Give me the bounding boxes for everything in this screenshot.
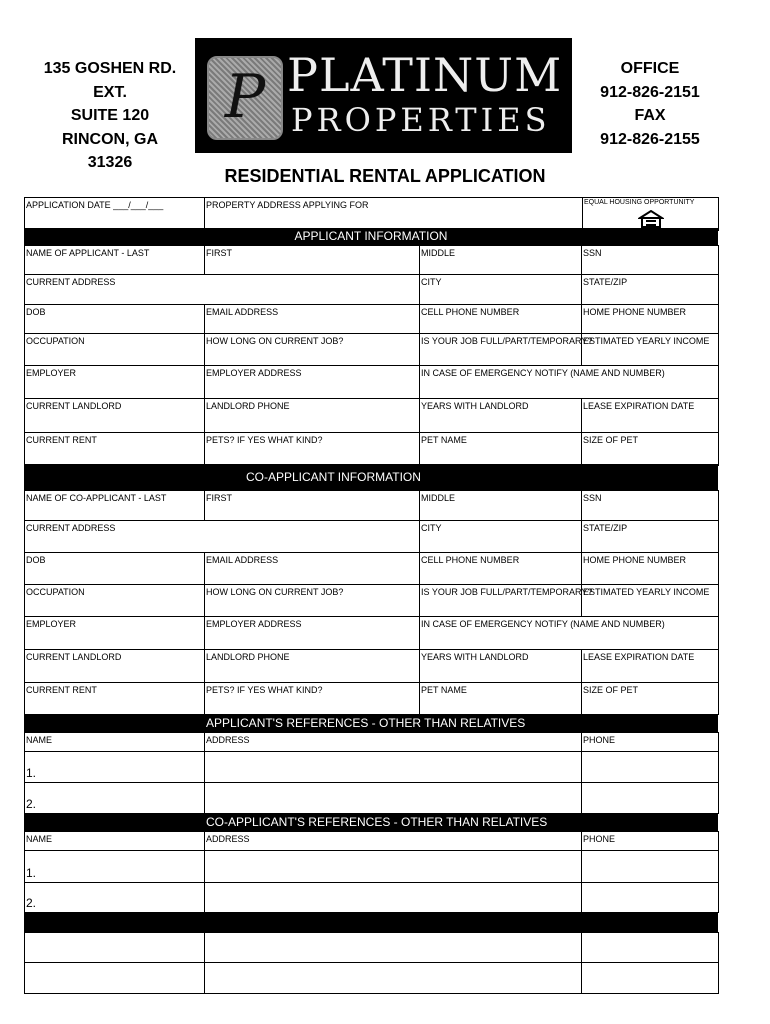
resident-2-detail-field[interactable]	[205, 963, 582, 994]
resident-2-name-field[interactable]	[25, 963, 205, 994]
co-applicant-info-table	[24, 490, 719, 715]
applicant-cell-phone-field[interactable]: CELL PHONE NUMBER	[420, 305, 582, 334]
table-row	[25, 752, 719, 783]
co-applicant-pets-field[interactable]: PETS? IF YES WHAT KIND?	[205, 683, 420, 715]
column-header-phone: PHONE	[582, 733, 719, 752]
company-address	[30, 57, 190, 175]
co-applicant-occupation-field[interactable]: OCCUPATION	[25, 585, 205, 617]
table-row	[25, 933, 719, 963]
form-title: RESIDENTIAL RENTAL APPLICATION	[224, 166, 546, 186]
table-row	[25, 832, 719, 851]
address-line: 31326	[87, 154, 133, 171]
reference-1-address-field[interactable]	[205, 752, 582, 783]
residents-table	[24, 932, 719, 994]
co-applicant-references-heading	[24, 814, 718, 831]
applicant-first-name-field[interactable]: FIRST	[205, 246, 420, 275]
table-row	[25, 783, 719, 814]
co-applicant-last-name-field[interactable]: NAME OF CO-APPLICANT - LAST	[25, 491, 205, 521]
address-line: SUITE 120	[70, 107, 150, 124]
resident-1-detail-field[interactable]	[205, 933, 582, 963]
reference-2-name-field[interactable]: 2.	[25, 783, 205, 814]
address-line: 135 GOSHEN RD. EXT.	[43, 60, 177, 101]
co-reference-2-name-field[interactable]: 2.	[25, 883, 205, 913]
applicant-emergency-contact-field[interactable]: IN CASE OF EMERGENCY NOTIFY (NAME AND NUMBER)	[420, 366, 719, 399]
column-header-address: ADDRESS	[205, 733, 582, 752]
co-applicant-email-field[interactable]: EMAIL ADDRESS	[205, 553, 420, 585]
co-applicant-employer-address-field[interactable]: EMPLOYER ADDRESS	[205, 617, 420, 650]
applicant-current-rent-field[interactable]: CURRENT RENT	[25, 433, 205, 466]
resident-1-name-field[interactable]	[25, 933, 205, 963]
applicant-city-field[interactable]: CITY	[420, 275, 582, 305]
top-row	[24, 197, 719, 231]
applicant-last-name-field[interactable]: NAME OF APPLICANT - LAST	[25, 246, 205, 275]
property-address-field[interactable]	[205, 198, 583, 231]
table-row	[25, 650, 719, 683]
co-applicant-current-address-field[interactable]: CURRENT ADDRESS	[25, 521, 420, 553]
co-applicant-job-length-field[interactable]: HOW LONG ON CURRENT JOB?	[205, 585, 420, 617]
table-row	[25, 963, 719, 994]
column-header-name: NAME	[25, 832, 205, 851]
applicant-home-phone-field[interactable]: HOME PHONE NUMBER	[582, 305, 719, 334]
section-heading: APPLICANT'S REFERENCES - OTHER THAN RELATIVES	[206, 716, 526, 730]
platinum-properties-logo	[195, 38, 572, 153]
table-row	[25, 585, 719, 617]
reference-1-name-field[interactable]: 1.	[25, 752, 205, 783]
contact-line: FAX	[634, 107, 666, 124]
applicant-references-heading	[24, 715, 718, 732]
table-row	[25, 491, 719, 521]
table-row	[25, 305, 719, 334]
applicant-middle-name-field[interactable]: MIDDLE	[420, 246, 582, 275]
column-header-name: NAME	[25, 733, 205, 752]
table-row	[25, 553, 719, 585]
co-applicant-landlord-phone-field[interactable]: LANDLORD PHONE	[205, 650, 420, 683]
resident-2-age-field[interactable]	[582, 963, 719, 994]
applicant-state-zip-field[interactable]: STATE/ZIP	[582, 275, 719, 305]
reference-2-address-field[interactable]	[205, 783, 582, 814]
applicant-landlord-field[interactable]: CURRENT LANDLORD	[25, 399, 205, 433]
applicant-years-with-landlord-field[interactable]: YEARS WITH LANDLORD	[420, 399, 582, 433]
co-applicant-first-name-field[interactable]: FIRST	[205, 491, 420, 521]
co-applicant-employer-field[interactable]: EMPLOYER	[25, 617, 205, 650]
co-applicant-ssn-field[interactable]: SSN	[582, 491, 719, 521]
co-applicant-current-rent-field[interactable]: CURRENT RENT	[25, 683, 205, 715]
applicant-pet-size-field[interactable]: SIZE OF PET	[582, 433, 719, 466]
table-row	[25, 521, 719, 553]
table-row	[25, 246, 719, 275]
contact-line: OFFICE	[620, 60, 680, 77]
field-label: APPLICATION DATE ___/___/___	[26, 200, 164, 210]
logo-emblem	[207, 56, 283, 140]
applicant-current-address-field[interactable]: CURRENT ADDRESS	[25, 275, 420, 305]
equal-housing-icon	[638, 210, 664, 228]
applicant-info-heading	[24, 228, 718, 245]
column-header-phone: PHONE	[582, 832, 719, 851]
applicant-job-length-field[interactable]: HOW LONG ON CURRENT JOB?	[205, 334, 420, 366]
table-row	[25, 275, 719, 305]
equal-housing-label: EQUAL HOUSING OPPORTUNITY	[584, 199, 695, 206]
co-reference-2-address-field[interactable]	[205, 883, 582, 913]
co-applicant-city-field[interactable]: CITY	[420, 521, 582, 553]
applicant-job-type-field[interactable]: IS YOUR JOB FULL/PART/TEMPORARY?	[420, 334, 582, 366]
co-applicant-lease-expiration-field[interactable]: LEASE EXPIRATION DATE	[582, 650, 719, 683]
table-row	[25, 617, 719, 650]
co-reference-1-phone-field[interactable]	[582, 851, 719, 883]
applicant-references-table	[24, 732, 719, 814]
applicant-lease-expiration-field[interactable]: LEASE EXPIRATION DATE	[582, 399, 719, 433]
table-row	[25, 433, 719, 466]
table-row	[25, 851, 719, 883]
co-applicant-references-table	[24, 831, 719, 913]
contact-line: 912-826-2155	[600, 130, 700, 148]
co-applicant-pet-name-field[interactable]: PET NAME	[420, 683, 582, 715]
co-reference-1-address-field[interactable]	[205, 851, 582, 883]
co-applicant-job-type-field[interactable]: IS YOUR JOB FULL/PART/TEMPORARY?	[420, 585, 582, 617]
table-row	[25, 399, 719, 433]
logo-emblem-letter: P	[224, 62, 266, 132]
co-applicant-pet-size-field[interactable]: SIZE OF PET	[582, 683, 719, 715]
applicant-email-field[interactable]: EMAIL ADDRESS	[205, 305, 420, 334]
reference-1-phone-field[interactable]	[582, 752, 719, 783]
table-row	[25, 883, 719, 913]
co-applicant-middle-name-field[interactable]: MIDDLE	[420, 491, 582, 521]
co-applicant-dob-field[interactable]: DOB	[25, 553, 205, 585]
table-row	[25, 334, 719, 366]
applicant-landlord-phone-field[interactable]: LANDLORD PHONE	[205, 399, 420, 433]
co-reference-1-name-field[interactable]: 1.	[25, 851, 205, 883]
address-line: RINCON, GA	[62, 130, 158, 148]
residents-heading	[24, 912, 718, 949]
equal-housing-cell	[583, 198, 719, 231]
reference-2-phone-field[interactable]	[582, 783, 719, 814]
co-applicant-home-phone-field[interactable]: HOME PHONE NUMBER	[582, 553, 719, 585]
section-heading: APPLICANT INFORMATION	[294, 229, 448, 243]
applicant-info-table	[24, 245, 719, 466]
logo-word-platinum: PLATINUM	[287, 48, 563, 102]
applicant-pets-field[interactable]: PETS? IF YES WHAT KIND?	[205, 433, 420, 466]
applicant-employer-address-field[interactable]: EMPLOYER ADDRESS	[205, 366, 420, 399]
applicant-employer-field[interactable]: EMPLOYER	[25, 366, 205, 399]
column-header-address: ADDRESS	[205, 832, 582, 851]
resident-1-age-field[interactable]	[582, 933, 719, 963]
applicant-occupation-field[interactable]: OCCUPATION	[25, 334, 205, 366]
table-row	[25, 366, 719, 399]
co-reference-2-phone-field[interactable]	[582, 883, 719, 913]
co-applicant-landlord-field[interactable]: CURRENT LANDLORD	[25, 650, 205, 683]
applicant-dob-field[interactable]: DOB	[25, 305, 205, 334]
field-label: PROPERTY ADDRESS APPLYING FOR	[206, 200, 369, 210]
section-heading: CO-APPLICANT INFORMATION	[246, 470, 421, 484]
table-row	[25, 733, 719, 752]
applicant-ssn-field[interactable]: SSN	[582, 246, 719, 275]
co-applicant-info-heading	[24, 464, 718, 490]
co-applicant-years-with-landlord-field[interactable]: YEARS WITH LANDLORD	[420, 650, 582, 683]
contact-line: 912-826-2151	[600, 83, 700, 101]
applicant-pet-name-field[interactable]: PET NAME	[420, 433, 582, 466]
table-row	[25, 683, 719, 715]
co-applicant-emergency-contact-field[interactable]: IN CASE OF EMERGENCY NOTIFY (NAME AND NUMBER)	[420, 617, 719, 650]
applicant-yearly-income-field[interactable]: ESTIMATED YEARLY INCOME	[582, 334, 719, 366]
co-applicant-cell-phone-field[interactable]: CELL PHONE NUMBER	[420, 553, 582, 585]
application-date-field[interactable]	[25, 198, 205, 231]
section-heading: CO-APPLICANT'S REFERENCES - OTHER THAN RELATIVES	[206, 815, 548, 829]
company-contact	[585, 57, 715, 151]
co-applicant-yearly-income-field[interactable]: ESTIMATED YEARLY INCOME	[582, 585, 719, 617]
co-applicant-state-zip-field[interactable]: STATE/ZIP	[582, 521, 719, 553]
logo-word-properties: PROPERTIES	[291, 101, 551, 139]
section-heading: LIST ALL APPLICANTS TO RESIDE IN HOUSE WITH NAMES AND AGES	[185, 935, 592, 949]
